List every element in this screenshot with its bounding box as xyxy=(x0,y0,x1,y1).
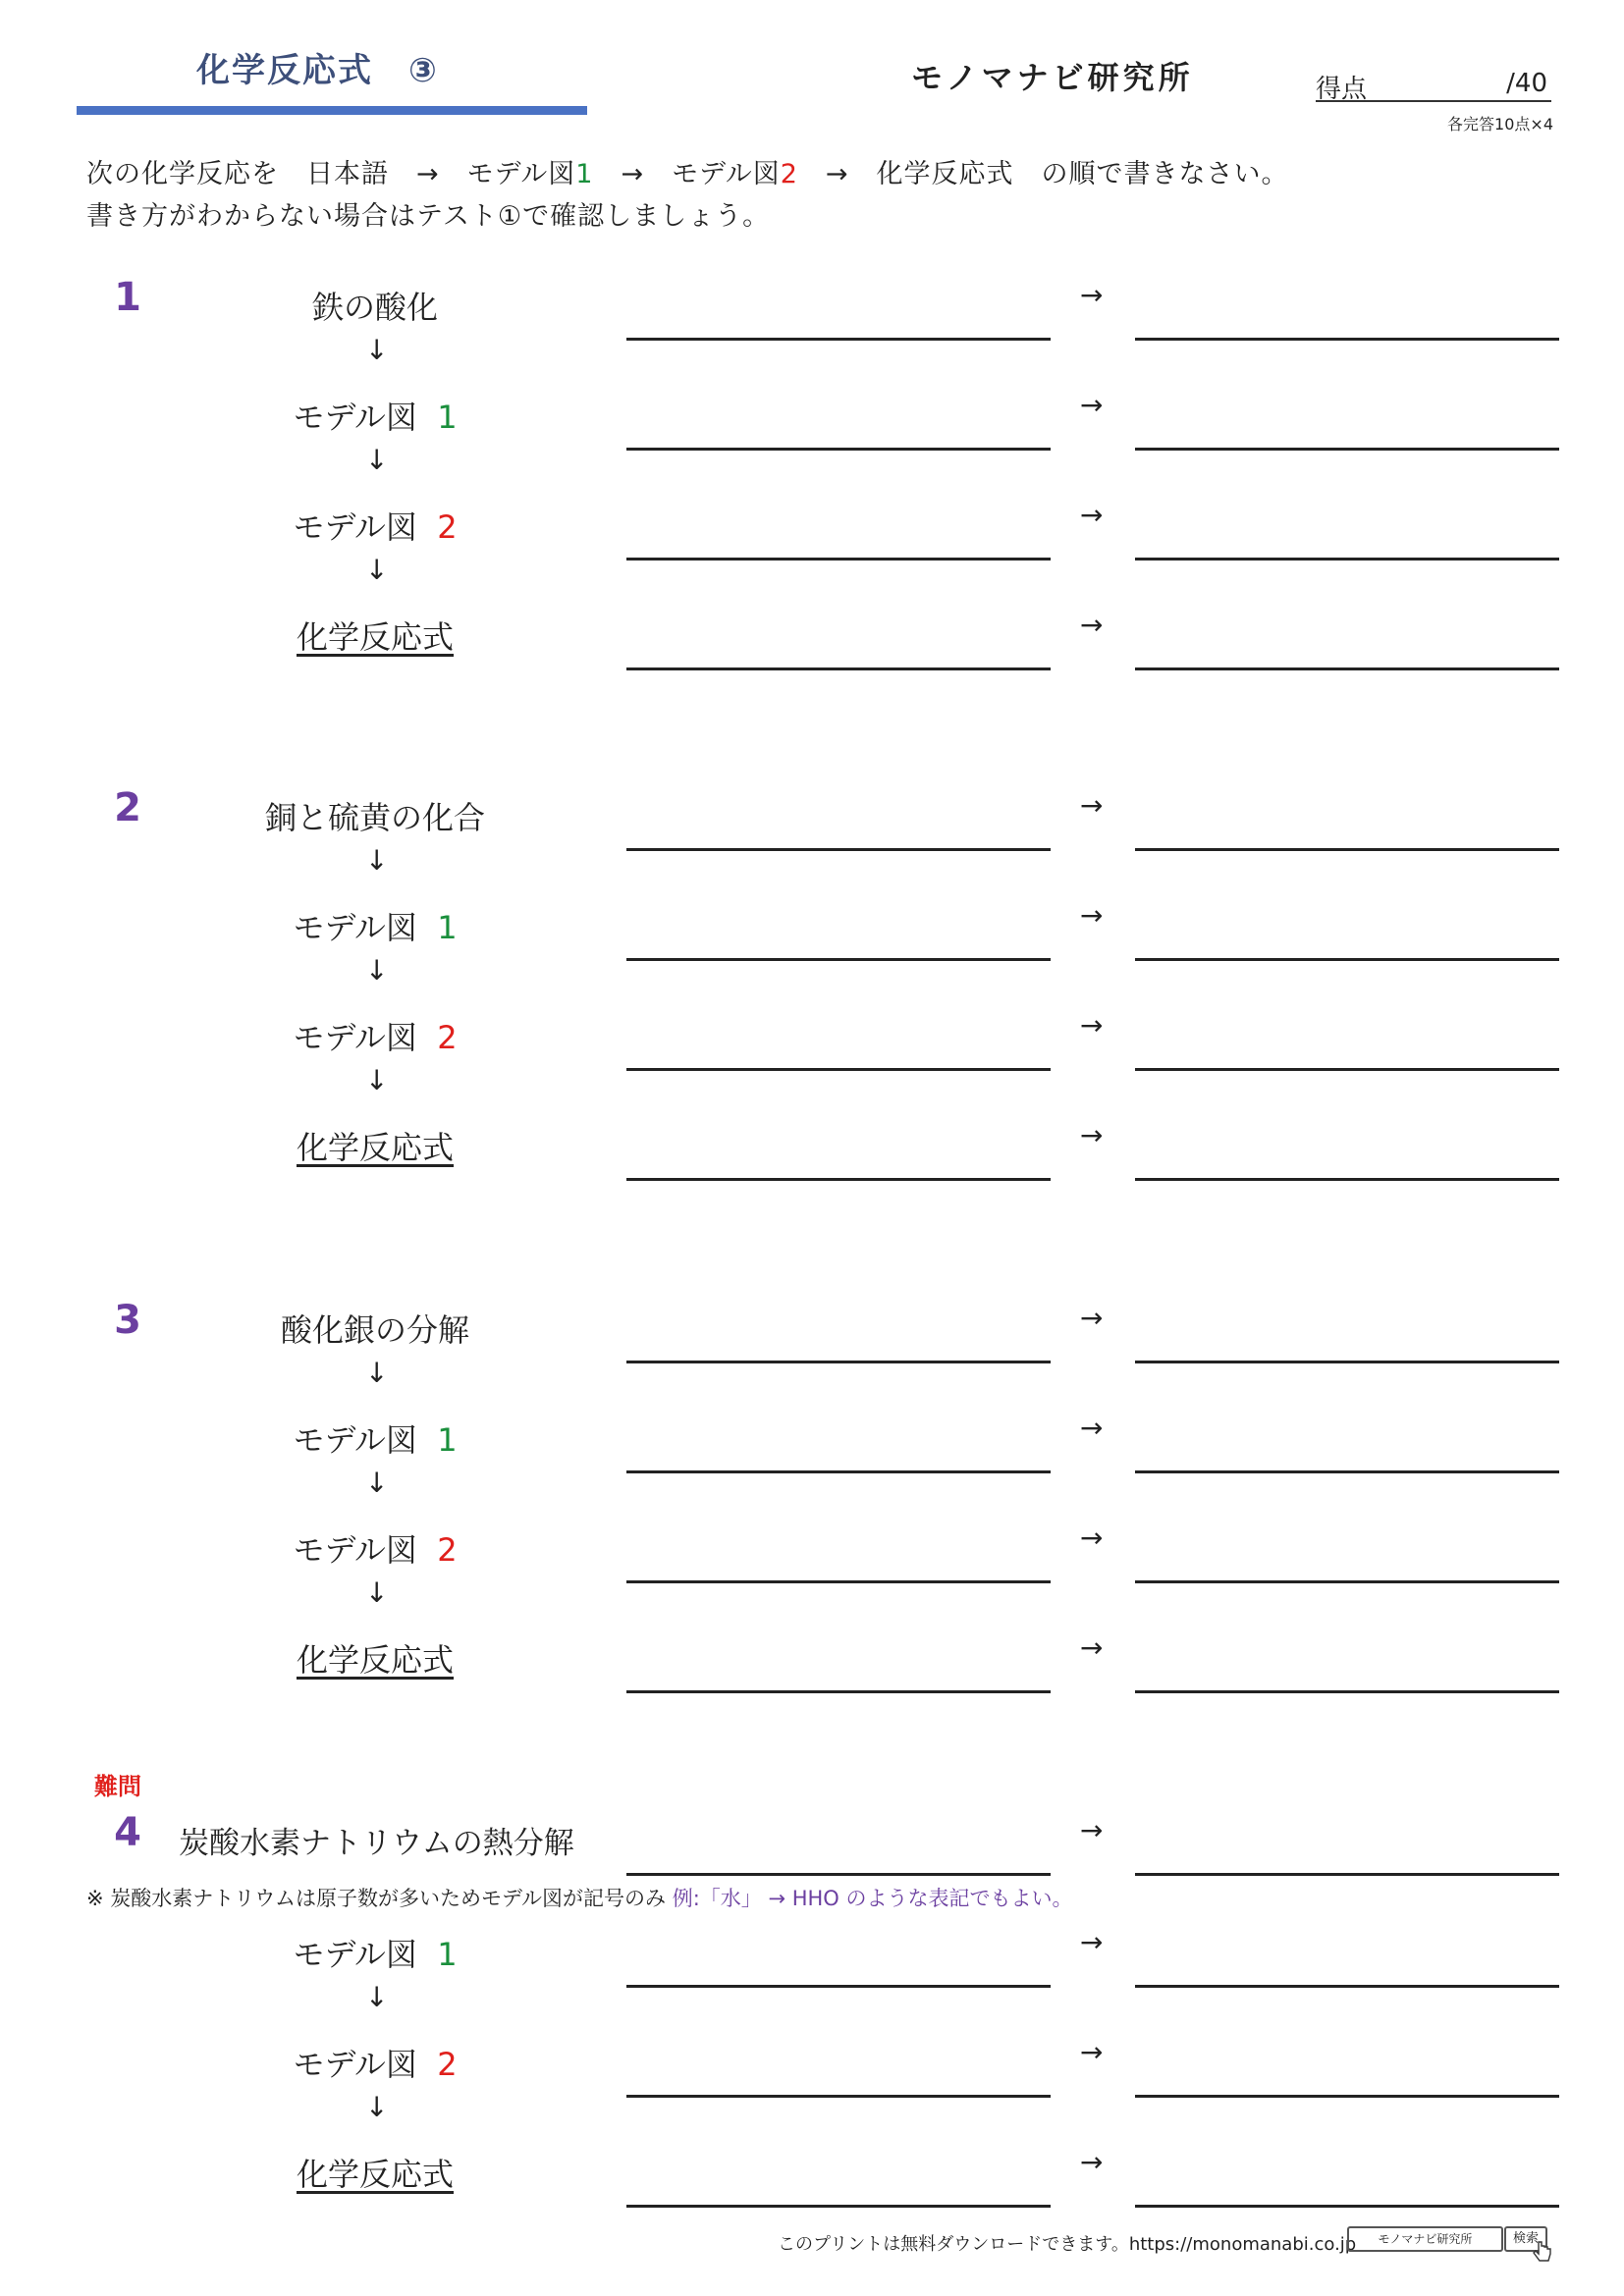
down-arrow: ↓ xyxy=(365,844,389,877)
answer-line-left[interactable] xyxy=(626,1985,1051,1988)
question-3-number: 3 xyxy=(114,1298,141,1343)
instruction-model2-number: 2 xyxy=(780,159,798,189)
question-2-number: 2 xyxy=(114,785,141,830)
title-underline xyxy=(77,106,587,115)
answer-line-right[interactable] xyxy=(1135,558,1559,561)
right-arrow: → xyxy=(1080,2036,1104,2068)
answer-line-left[interactable] xyxy=(626,1361,1051,1363)
question-4-number: 4 xyxy=(114,1810,141,1855)
footer-text: このプリントは無料ダウンロードできます。https://monomanabi.co.jp xyxy=(778,2234,1357,2255)
question-3-name: 酸化銀の分解 xyxy=(280,1311,469,1349)
brand-logo-text: モノマナビ研究所 xyxy=(911,59,1194,96)
answer-line-left[interactable] xyxy=(626,558,1051,561)
model-diagram-2-label xyxy=(218,1013,532,1058)
answer-line-left[interactable] xyxy=(626,448,1051,451)
equation-label-text: 化学反応式 xyxy=(296,2156,454,2193)
model-diagram-1-label xyxy=(218,393,532,438)
question-4-note xyxy=(86,1883,1073,1912)
answer-line-right[interactable] xyxy=(1135,1580,1559,1583)
points-note: 各完答10点×4 xyxy=(1447,115,1553,133)
right-arrow: → xyxy=(1080,1814,1104,1846)
chemical-equation-label xyxy=(218,1123,532,1168)
model-diagram-2-label xyxy=(218,1525,532,1571)
instruction-text-a: 次の化学反応を 日本語 → モデル図 xyxy=(86,159,576,189)
answer-line-right[interactable] xyxy=(1135,667,1559,670)
answer-line-right[interactable] xyxy=(1135,1985,1559,1988)
answer-line-left[interactable] xyxy=(626,848,1051,851)
right-arrow: → xyxy=(1080,499,1104,531)
right-arrow: → xyxy=(1080,1631,1104,1664)
answer-line-right[interactable] xyxy=(1135,1873,1559,1876)
note-text: ※ 炭酸水素ナトリウムは原子数が多いためモデル図が記号のみ xyxy=(86,1887,667,1910)
answer-line-left[interactable] xyxy=(626,1178,1051,1181)
model-label-text: モデル図 xyxy=(293,2046,417,2083)
instruction-text-b: → モデル図 xyxy=(593,159,781,189)
difficulty-badge: 難問 xyxy=(94,1773,141,1800)
down-arrow: ↓ xyxy=(365,1576,389,1609)
instruction-text-c: → 化学反応式 の順で書きなさい。 xyxy=(797,159,1289,189)
down-arrow: ↓ xyxy=(365,954,389,987)
down-arrow: ↓ xyxy=(365,444,389,476)
answer-line-right[interactable] xyxy=(1135,958,1559,961)
model-number: 1 xyxy=(437,1421,458,1459)
right-arrow: → xyxy=(1080,1522,1104,1554)
answer-line-right[interactable] xyxy=(1135,338,1559,341)
answer-line-left[interactable] xyxy=(626,1580,1051,1583)
chemical-equation-label xyxy=(218,1635,532,1681)
model-number: 1 xyxy=(437,909,458,946)
right-arrow: → xyxy=(1080,1119,1104,1151)
model-label-text: モデル図 xyxy=(293,1936,417,1973)
answer-line-left[interactable] xyxy=(626,338,1051,341)
answer-line-left[interactable] xyxy=(626,958,1051,961)
right-arrow: → xyxy=(1080,389,1104,421)
equation-label-text: 化学反応式 xyxy=(296,618,454,656)
hand-cursor-icon xyxy=(1532,2240,1553,2266)
question-4-title: 炭酸水素ナトリウムの熱分解 xyxy=(179,1826,574,1861)
answer-line-left[interactable] xyxy=(626,1690,1051,1693)
model-number: 1 xyxy=(437,1936,458,1973)
model-label-text: モデル図 xyxy=(293,508,417,546)
model-number: 2 xyxy=(437,1019,458,1056)
footer-search-button: 検索 xyxy=(1504,2226,1547,2252)
instruction-line-2: 書き方がわからない場合はテスト①で確認しましょう。 xyxy=(86,201,771,232)
answer-line-left[interactable] xyxy=(626,1470,1051,1473)
equation-label-text: 化学反応式 xyxy=(296,1129,454,1166)
right-arrow: → xyxy=(1080,789,1104,822)
score-field xyxy=(1316,65,1551,102)
down-arrow: ↓ xyxy=(365,1064,389,1096)
note-example: 例:「水」 → HHO のような表記でもよい。 xyxy=(672,1887,1073,1910)
answer-line-right[interactable] xyxy=(1135,448,1559,451)
answer-line-right[interactable] xyxy=(1135,2205,1559,2208)
footer-search-box: モノマナビ研究所 xyxy=(1347,2226,1503,2252)
model-label-text: モデル図 xyxy=(293,1421,417,1459)
down-arrow: ↓ xyxy=(365,554,389,586)
model-number: 2 xyxy=(437,2046,458,2083)
score-label: 得点 xyxy=(1316,75,1368,104)
right-arrow: → xyxy=(1080,1009,1104,1041)
down-arrow: ↓ xyxy=(365,1357,389,1389)
answer-line-right[interactable] xyxy=(1135,1178,1559,1181)
model-number: 2 xyxy=(437,508,458,546)
answer-line-right[interactable] xyxy=(1135,1690,1559,1693)
down-arrow: ↓ xyxy=(365,334,389,366)
model-label-text: モデル図 xyxy=(293,1531,417,1569)
answer-line-left[interactable] xyxy=(626,2205,1051,2208)
question-1-number: 1 xyxy=(114,275,141,320)
model-diagram-1-label xyxy=(218,903,532,948)
model-label-text: モデル図 xyxy=(293,399,417,436)
answer-line-right[interactable] xyxy=(1135,848,1559,851)
right-arrow: → xyxy=(1080,1926,1104,1958)
chemical-equation-label xyxy=(218,2150,532,2195)
down-arrow: ↓ xyxy=(365,1981,389,2013)
model-diagram-1-label xyxy=(218,1930,532,1975)
equation-label-text: 化学反応式 xyxy=(296,1641,454,1679)
right-arrow: → xyxy=(1080,279,1104,311)
answer-line-left[interactable] xyxy=(626,1873,1051,1876)
question-2-name: 銅と硫黄の化合 xyxy=(264,799,485,836)
answer-line-right[interactable] xyxy=(1135,2095,1559,2098)
model-diagram-2-label xyxy=(218,2040,532,2085)
question-1-name: 鉄の酸化 xyxy=(311,289,438,326)
model-number: 1 xyxy=(437,399,458,436)
score-total: /40 xyxy=(1506,69,1547,98)
instruction-model1-number: 1 xyxy=(575,159,594,189)
model-label-text: モデル図 xyxy=(293,909,417,946)
answer-line-left[interactable] xyxy=(626,1068,1051,1071)
model-diagram-2-label xyxy=(218,503,532,548)
instruction-line-1 xyxy=(86,152,1289,190)
answer-line-left[interactable] xyxy=(626,667,1051,670)
right-arrow: → xyxy=(1080,1302,1104,1334)
right-arrow: → xyxy=(1080,899,1104,932)
right-arrow: → xyxy=(1080,1412,1104,1444)
down-arrow: ↓ xyxy=(365,2091,389,2123)
down-arrow: ↓ xyxy=(365,1467,389,1499)
answer-line-right[interactable] xyxy=(1135,1361,1559,1363)
model-number: 2 xyxy=(437,1531,458,1569)
model-diagram-1-label xyxy=(218,1415,532,1461)
answer-line-right[interactable] xyxy=(1135,1068,1559,1071)
answer-line-right[interactable] xyxy=(1135,1470,1559,1473)
model-label-text: モデル図 xyxy=(293,1019,417,1056)
chemical-equation-label xyxy=(218,613,532,658)
right-arrow: → xyxy=(1080,609,1104,641)
answer-line-left[interactable] xyxy=(626,2095,1051,2098)
right-arrow: → xyxy=(1080,2146,1104,2178)
worksheet-title: 化学反応式 ③ xyxy=(196,51,439,90)
